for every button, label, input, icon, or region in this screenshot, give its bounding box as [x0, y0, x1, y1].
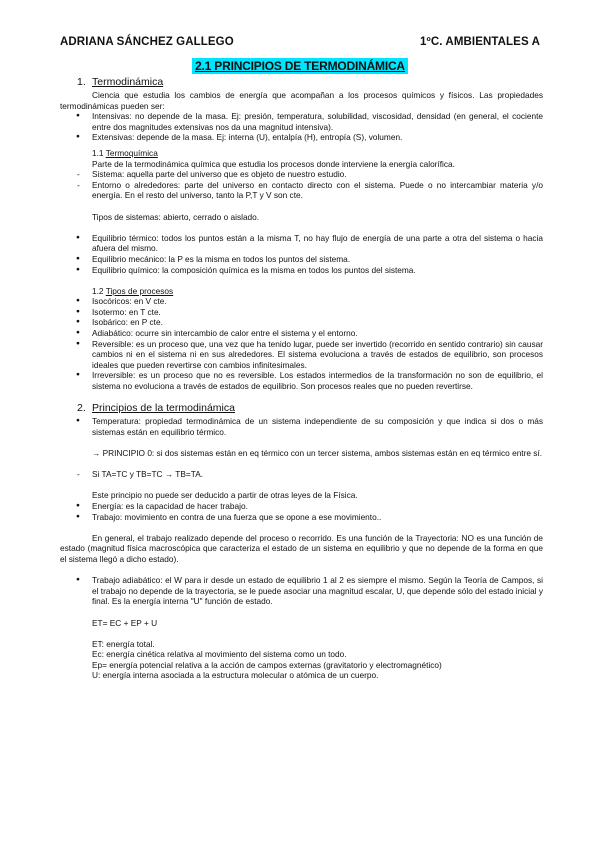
list-item: ● Trabajo adiabático: el W para ir desde un estado de equilibrio 1 al 2 es siempre el mismo. Según la Teoría de Campos, si el trabajo no depende de la trayectoria, se le puede asociar una magnitud escalar, U, que depende sólo del estado inicial y final. Es la energía interna "U" función de estado.	[60, 575, 543, 607]
section-2-title: Principios de la termodinámica	[92, 402, 235, 415]
subsection-1-2-title: Tipos de procesos	[105, 285, 174, 296]
principle-zero-formula-list	[60, 469, 543, 480]
list-item: - Entorno o alrededores: parte del universo en contacto directo con el sistema. Puede o no intercambiar materia y/o energía. En el resto del universo, tanto la P,T y V son cte.	[60, 180, 543, 201]
page-title: 2.1 PRINCIPIOS DE TERMODINÁMICA	[192, 58, 408, 74]
subsection-1-2-number: 1.2	[92, 285, 104, 296]
equilibria-list	[60, 233, 543, 275]
list-item: ● Adiabático: ocurre sin intercambio de calor entre el sistema y el entorno.	[60, 328, 543, 339]
adiabatic-work-list	[60, 575, 543, 607]
header-course: 1ºC. AMBIENTALES A	[420, 36, 540, 48]
header-author: ADRIANA SÁNCHEZ GALLEGO	[60, 36, 234, 48]
list-item: ● Extensivas: depende de la masa. Ej: interna (U), entalpía (H), entropía (S), volumen.	[60, 132, 543, 143]
work-paragraph: En general, el trabajo realizado depende del proceso o recorrido. Es una función de la Trayectoria: NO es una función de estado (magnitud física macroscópica que caracteriza el estado de un sistema en equilibrio y que no depende de la forma en que el sistema llegó a dicho estado).	[60, 532, 543, 564]
energy-term: ET: energía total.	[92, 638, 155, 649]
title-container	[0, 57, 600, 75]
energy-term: U: energía interna asociada a la estructura molecular o atómica de un cuerpo.	[92, 670, 379, 681]
properties-list	[60, 111, 543, 143]
principle-zero: → PRINCIPIO 0: si dos sistemas están en eq térmico con un tercer sistema, ambos sistemas están en eq térmico entre sí.	[92, 448, 543, 458]
list-item: ● Isotermo: en T cte.	[60, 307, 543, 318]
energy-formula: ET= EC + EP + U	[92, 617, 158, 628]
subsection-1-1-title: Termoquímica	[105, 147, 158, 158]
process-types-list	[60, 296, 543, 391]
principle-zero-formula: - Si TA=TC y TB=TC → TB=TA.	[60, 469, 543, 480]
list-item: - Sistema: aquella parte del universo que es objeto de nuestro estudio.	[60, 169, 543, 180]
system-types: Tipos de sistemas: abierto, cerrado o aislado.	[92, 211, 260, 222]
section-2-heading	[77, 402, 543, 415]
subsection-1-1-intro: Parte de la termodinámica química que estudia los procesos donde interviene la energía calorífica.	[92, 158, 455, 169]
section-2-number: 2.	[77, 402, 86, 415]
temperature-list	[60, 416, 543, 437]
list-item: ● Isobárico: en P cte.	[60, 317, 543, 328]
list-item: ● Equilibrio mecánico: la P es la misma en todos los puntos del sistema.	[60, 254, 543, 265]
list-item: ● Trabajo: movimiento en contra de una fuerza que se opone a ese movimiento..	[60, 512, 543, 523]
principle-zero-note: Este principio no puede ser deducido a partir de otras leyes de la Física.	[92, 490, 358, 501]
list-item: ● Isocóricos: en V cte.	[60, 296, 543, 307]
list-item: ● Energía: es la capacidad de hacer trabajo.	[60, 501, 543, 512]
section-1-intro: Ciencia que estudia los cambios de energía que acompañan a los procesos químicos y físicos. Las propiedades termodinámicas pueden ser:	[60, 90, 543, 111]
list-item: ● Equilibrio térmico: todos los puntos están a la misma T, no hay flujo de energía de una parte a otra del sistema o hacia afuera del mismo.	[60, 233, 543, 254]
section-1-title: Termodinámica	[92, 76, 164, 88]
system-definitions-list	[60, 169, 543, 201]
subsection-1-1-number: 1.1	[92, 147, 104, 158]
subsection-1-2-heading	[92, 286, 543, 297]
section-1-heading	[77, 76, 543, 89]
energy-term: Ep= energía potencial relativa a la acción de campos externas (gravitatorio y electromagnético)	[92, 659, 442, 670]
document-body	[60, 76, 543, 681]
subsection-1-1-heading	[92, 148, 543, 159]
energy-work-list	[60, 501, 543, 522]
list-item: ● Equilibrio químico: la composición química es la misma en todos los puntos del sistema.	[60, 265, 543, 276]
section-1-number: 1.	[77, 76, 86, 88]
list-item: ● Temperatura: propiedad termodinámica de un sistema independiente de su composición y que indica si dos o más sistemas están en equilibrio térmico.	[60, 416, 543, 437]
list-item: ● Reversible: es un proceso que, una vez que ha tenido lugar, puede ser invertido (recorrido en sentido contrario) sin causar cambios ni en el sistema ni en sus alrededores. El sistema evoluciona a través de estados de equilibrio, son procesos ideales que pueden revertirse con cambios infinitesimales.	[60, 339, 543, 371]
energy-term: Ec: energía cinética relativa al movimiento del sistema como un todo.	[92, 649, 347, 660]
list-item: ● Intensivas: no depende de la masa. Ej: presión, temperatura, solubilidad, viscosidad, densidad (en general, el cociente entre dos magnitudes extensivas nos da una magnitud intensiva).	[60, 111, 543, 132]
list-item: ● Irreversible: es un proceso que no es reversible. Los estados intermedios de la transformación no son de equilibrio, el sistema no evoluciona a través de estados de equilibrio. Son procesos reales que no pueden revertirse.	[60, 370, 543, 391]
